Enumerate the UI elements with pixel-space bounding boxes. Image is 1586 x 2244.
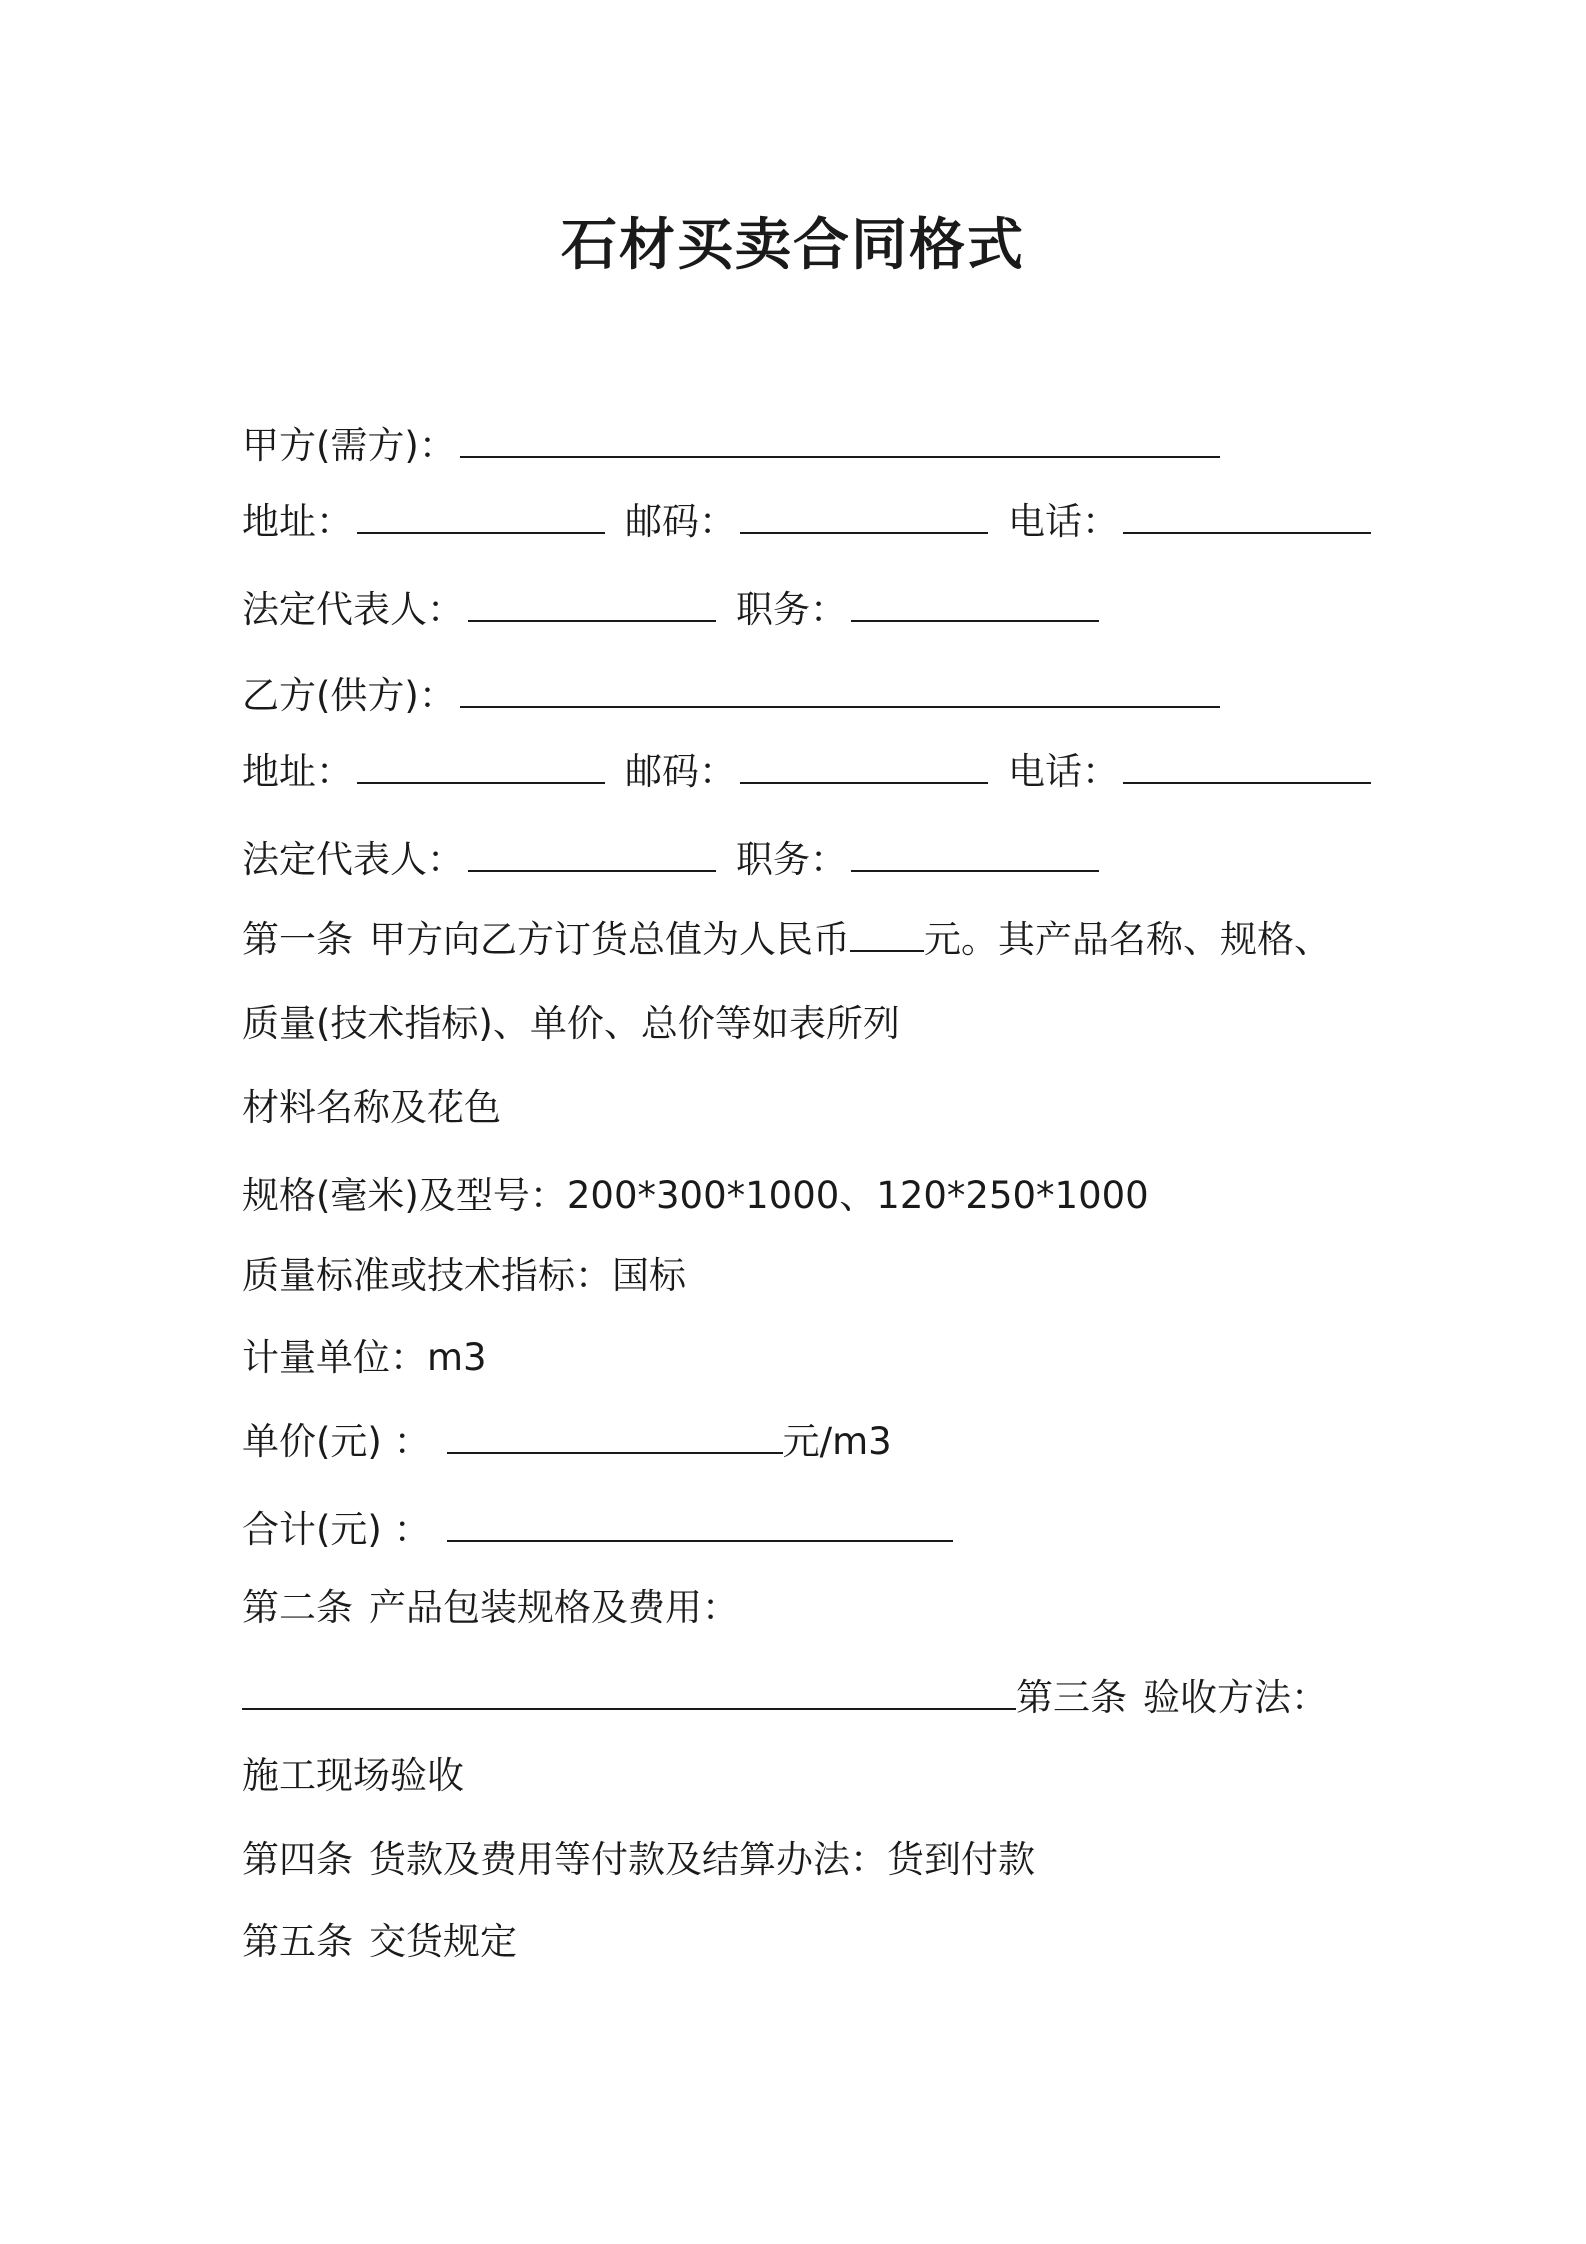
party-b-phone-blank (1123, 752, 1371, 784)
party-a-position-blank (851, 590, 1099, 622)
party-a-postcode-blank (740, 502, 988, 534)
spec-value: 200*300*1000、120*250*1000 (566, 1174, 1149, 1217)
party-b-contact-line (242, 744, 1375, 800)
party-b-rep-blank (468, 840, 716, 872)
article4-heading: 第四条 (242, 1838, 353, 1881)
party-a-postcode-label: 邮码： (625, 500, 736, 543)
party-b-address-blank (357, 752, 605, 784)
article4-line (242, 1832, 1035, 1888)
party-a-phone-blank (1123, 502, 1371, 534)
unit-line (242, 1330, 487, 1386)
party-b-address-label: 地址： (242, 750, 353, 793)
article2-fill-blank (242, 1678, 1016, 1710)
spec-label: 规格(毫米)及型号： (242, 1174, 567, 1217)
party-b-position-blank (851, 840, 1099, 872)
party-b-rep-label: 法定代表人： (242, 838, 464, 881)
article3-line (242, 1670, 1328, 1726)
total-line (242, 1502, 953, 1558)
party-b-position-label: 职务： (736, 838, 847, 881)
party-a-phone-label: 电话： (1008, 500, 1119, 543)
party-a-line (242, 418, 1224, 474)
unit-label: 计量单位： (242, 1336, 427, 1379)
total-blank (447, 1510, 953, 1542)
material-name-label: 材料名称及花色 (242, 1086, 501, 1129)
article5-line (242, 1914, 517, 1970)
article5-text: 交货规定 (369, 1920, 517, 1963)
party-a-rep-line (242, 582, 1103, 638)
article1-amount-blank (850, 920, 924, 952)
party-b-name-blank (460, 676, 1220, 708)
party-a-contact-line (242, 494, 1375, 550)
unit-value: m3 (427, 1336, 487, 1379)
article4-text: 货款及费用等付款及结算办法：货到付款 (369, 1838, 1035, 1881)
spec-line (242, 1168, 1149, 1224)
article3-line2 (242, 1748, 464, 1804)
article1-text-after: 元。其产品名称、规格、 (924, 918, 1331, 961)
party-a-rep-blank (468, 590, 716, 622)
article3-heading: 第三条 (1016, 1676, 1127, 1719)
quality-label: 质量标准或技术指标： (242, 1254, 612, 1297)
price-blank (447, 1422, 783, 1454)
party-b-postcode-blank (740, 752, 988, 784)
price-line (242, 1414, 892, 1470)
party-a-label: 甲方(需方)： (242, 424, 456, 467)
quality-value: 国标 (612, 1254, 686, 1297)
party-b-postcode-label: 邮码： (625, 750, 736, 793)
article2-line (242, 1580, 739, 1636)
party-a-address-label: 地址： (242, 500, 353, 543)
total-label: 合计(元) ： (242, 1508, 431, 1551)
article1-text-before: 甲方向乙方订货总值为人民币 (369, 918, 850, 961)
article5-heading: 第五条 (242, 1920, 353, 1963)
article1-line1 (242, 912, 1331, 968)
quality-line (242, 1248, 686, 1304)
material-name-line (242, 1080, 501, 1136)
party-a-address-blank (357, 502, 605, 534)
party-b-label: 乙方(供方)： (242, 674, 456, 717)
article2-heading: 第二条 (242, 1586, 353, 1629)
price-unit: 元/m3 (782, 1420, 892, 1463)
party-b-rep-line (242, 832, 1103, 888)
article1-heading: 第一条 (242, 918, 353, 961)
document-title: 石材买卖合同格式 (561, 213, 1025, 278)
price-label: 单价(元) ： (242, 1420, 431, 1463)
party-b-phone-label: 电话： (1008, 750, 1119, 793)
article1-line2 (242, 996, 900, 1052)
article3-text: 验收方法： (1143, 1676, 1328, 1719)
party-b-line (242, 668, 1224, 724)
party-a-name-blank (460, 426, 1220, 458)
article2-text: 产品包装规格及费用： (369, 1586, 739, 1629)
article3-text-line2: 施工现场验收 (242, 1754, 464, 1797)
party-a-rep-label: 法定代表人： (242, 588, 464, 631)
party-a-position-label: 职务： (736, 588, 847, 631)
article1-text-line2: 质量(技术指标)、单价、总价等如表所列 (242, 1002, 900, 1045)
